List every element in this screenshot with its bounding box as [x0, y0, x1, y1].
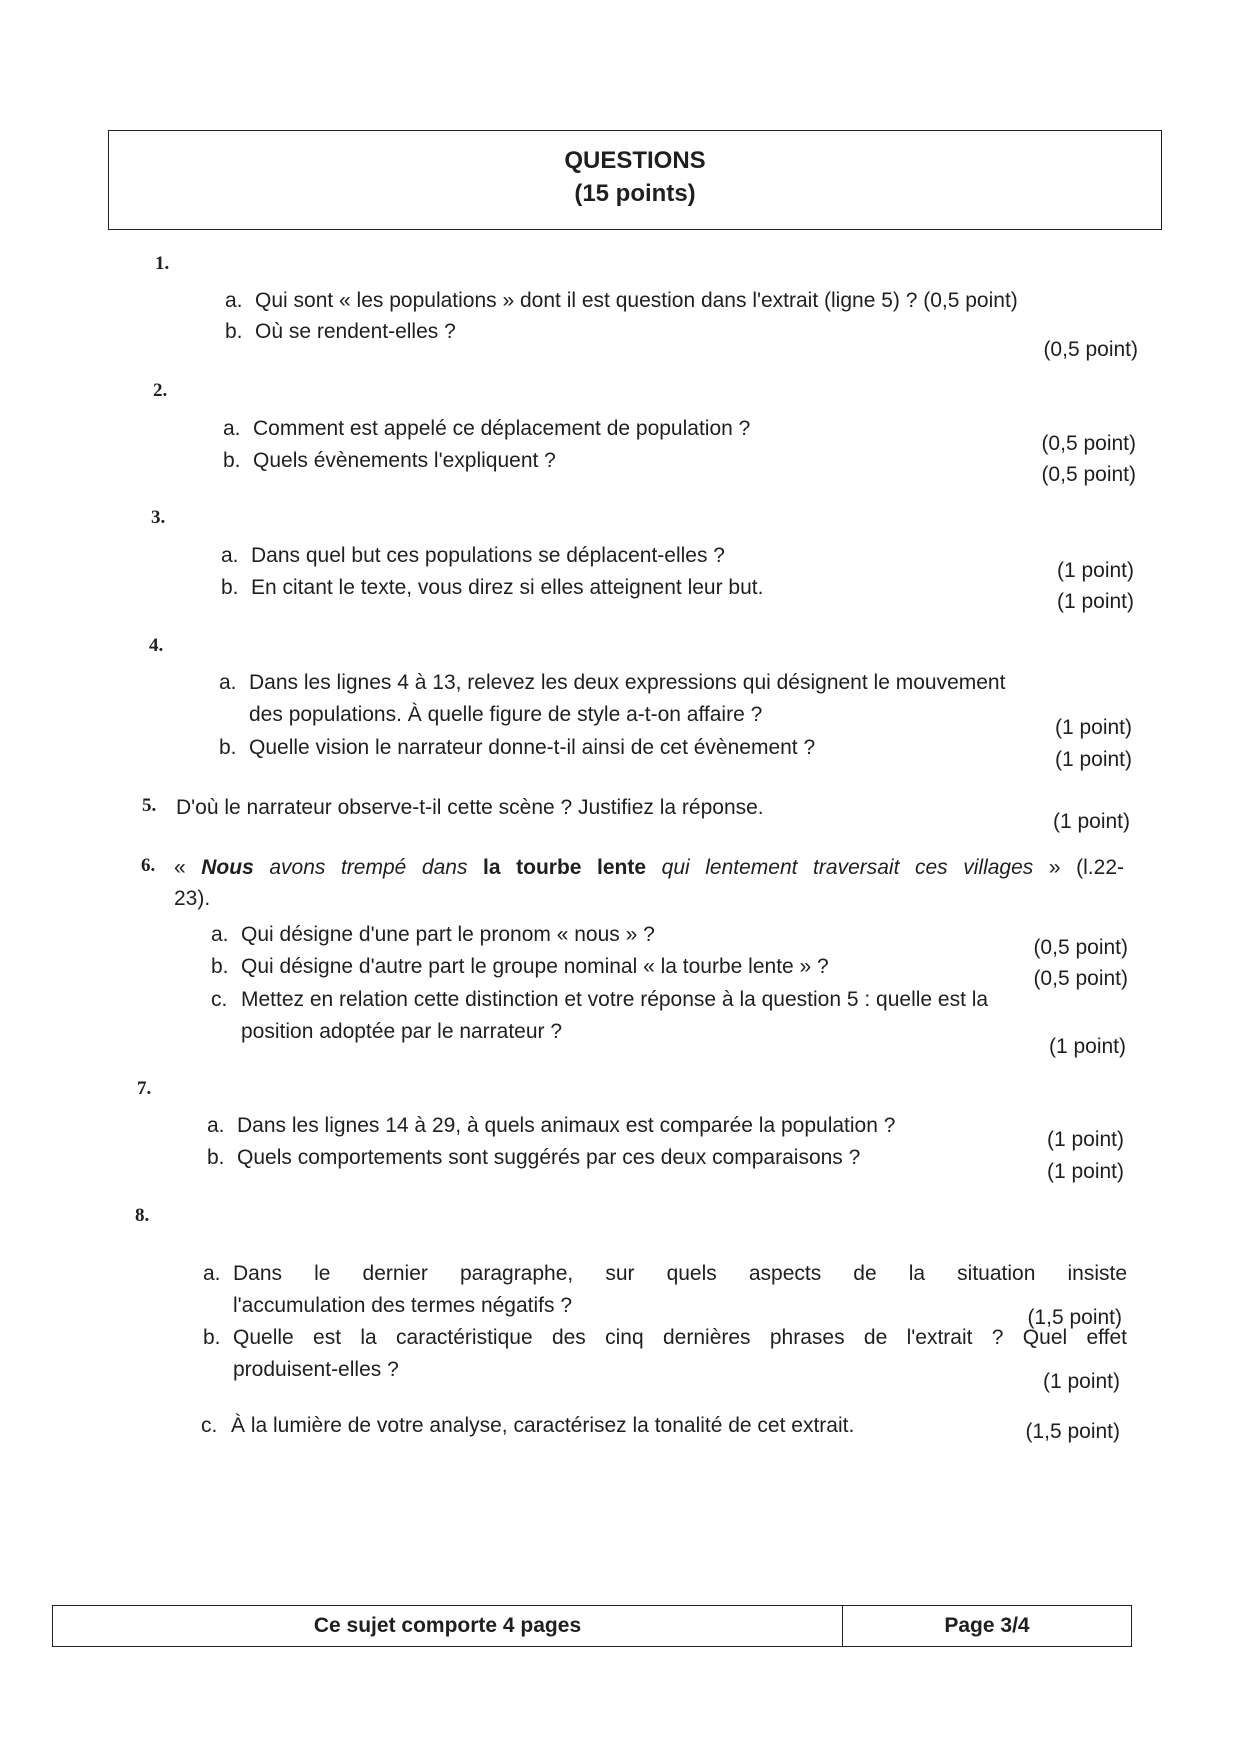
- quote-text: avons trempé dans: [253, 856, 484, 879]
- question-item: [225, 320, 456, 344]
- item-text: Dans le dernier paragraphe, sur quels aspects de la situation insiste: [233, 1262, 1127, 1285]
- question-item: [207, 1114, 895, 1138]
- item-letter: b.: [207, 1146, 225, 1169]
- item-points: (1 point): [1056, 559, 1134, 582]
- item-points: (1 point): [1054, 748, 1132, 771]
- item-text: Quelle est la caractéristique des cinq dernières phrases de l'extrait ? Quel effet: [233, 1326, 1127, 1349]
- question-quote: [174, 856, 1124, 880]
- item-points: (1 point): [1046, 1128, 1124, 1151]
- question-item: [223, 449, 556, 473]
- question-item: [211, 955, 829, 979]
- item-points: (1 point): [1054, 716, 1132, 739]
- item-text: En citant le texte, vous direz si elles atteignent leur but.: [251, 576, 764, 599]
- question-item: [225, 289, 1018, 313]
- question-number: 8.: [135, 1205, 150, 1226]
- question-number: 5.: [142, 795, 157, 816]
- item-letter: b.: [225, 320, 243, 343]
- item-text: Quels évènements l'expliquent ?: [253, 449, 556, 472]
- item-text: À la lumière de votre analyse, caractérisez la tonalité de cet extrait.: [231, 1414, 855, 1437]
- item-points: (0,5 point): [1033, 967, 1128, 990]
- question-item: [219, 671, 1005, 695]
- question-number: 7.: [137, 1078, 152, 1099]
- item-letter: c.: [211, 988, 228, 1011]
- item-points: (1 point): [1048, 1035, 1126, 1058]
- item-text-continuation: des populations. À quelle figure de style a-t-on affaire ?: [249, 703, 763, 726]
- item-text: Quelle vision le narrateur donne-t-il ainsi de cet évènement ?: [249, 736, 816, 759]
- item-text: Qui sont « les populations » dont il est question dans l'extrait (ligne 5) ? (0,5 point): [255, 289, 1018, 312]
- item-points: (1,5 point): [1025, 1420, 1120, 1443]
- item-points: (0,5 point): [1041, 463, 1136, 486]
- item-text: Qui désigne d'autre part le groupe nominal « la tourbe lente » ?: [241, 955, 829, 978]
- item-text: Dans les lignes 14 à 29, à quels animaux est comparée la population ?: [237, 1114, 896, 1137]
- item-text: Qui désigne d'une part le pronom « nous » ?: [241, 923, 655, 946]
- header-title: QUESTIONS: [564, 147, 706, 174]
- item-text: Où se rendent-elles ?: [255, 320, 456, 343]
- item-points: (0,5 point): [1041, 432, 1136, 455]
- item-letter: c.: [201, 1414, 218, 1437]
- question-item: [211, 923, 655, 947]
- question-item: [207, 1146, 860, 1170]
- quote-open: «: [174, 856, 202, 879]
- question-item: [203, 1326, 1127, 1350]
- item-letter: b.: [219, 736, 237, 759]
- item-points: (1 point): [1042, 1370, 1120, 1393]
- question-item: [219, 736, 815, 760]
- item-letter: a.: [207, 1114, 225, 1137]
- header-subtitle: (15 points): [574, 180, 696, 207]
- footer-box: [52, 1605, 1132, 1647]
- question-item: [203, 1262, 1127, 1286]
- item-letter: a.: [203, 1262, 221, 1285]
- question-item: [223, 417, 750, 441]
- item-points: (1,5 point): [1027, 1306, 1122, 1329]
- item-letter: b.: [223, 449, 241, 472]
- question-number: 6.: [141, 855, 156, 876]
- item-text-continuation: produisent-elles ?: [233, 1358, 399, 1381]
- item-letter: a.: [225, 289, 243, 312]
- item-text: Comment est appelé ce déplacement de population ?: [253, 417, 751, 440]
- question-item: [211, 988, 988, 1012]
- item-letter: a.: [223, 417, 241, 440]
- question-number: 4.: [149, 635, 164, 656]
- question-number: 2.: [153, 380, 168, 401]
- item-text: Quels comportements sont suggérés par ces deux comparaisons ?: [237, 1146, 861, 1169]
- questions-header-box: [108, 130, 1162, 230]
- quote-close: » (l.22-: [1033, 856, 1124, 879]
- footer-page-number: Page 3/4: [944, 1614, 1030, 1637]
- item-points: (0,5 point): [1043, 338, 1138, 361]
- quote-emphasis-nous: Nous: [201, 856, 254, 879]
- quote-continuation: 23).: [174, 887, 211, 910]
- item-text: Dans les lignes 4 à 13, relevez les deux expressions qui désignent le mouvement: [249, 671, 1006, 694]
- quote-emphasis-tourbe: la tourbe lente: [483, 856, 647, 879]
- question-number: 3.: [151, 507, 166, 528]
- item-text-continuation: l'accumulation des termes négatifs ?: [233, 1294, 573, 1317]
- item-letter: a.: [221, 544, 239, 567]
- quote-text: qui lentement traversait ces villages: [646, 856, 1034, 879]
- question-item: [221, 576, 763, 600]
- item-letter: b.: [203, 1326, 221, 1349]
- item-points: (1 point): [1052, 810, 1130, 833]
- question-text: D'où le narrateur observe-t-il cette scène ? Justifiez la réponse.: [176, 796, 764, 819]
- item-points: (1 point): [1056, 590, 1134, 613]
- question-item: [201, 1414, 854, 1438]
- item-letter: b.: [221, 576, 239, 599]
- item-text: Dans quel but ces populations se déplacent-elles ?: [251, 544, 725, 567]
- item-text: Mettez en relation cette distinction et votre réponse à la question 5 : quelle est la: [241, 988, 989, 1011]
- footer-page-count: Ce sujet comporte 4 pages: [53, 1606, 843, 1646]
- item-letter: a.: [219, 671, 237, 694]
- item-letter: b.: [211, 955, 229, 978]
- item-points: (0,5 point): [1033, 936, 1128, 959]
- item-text-continuation: position adoptée par le narrateur ?: [241, 1020, 563, 1043]
- question-item: [221, 544, 725, 568]
- item-letter: a.: [211, 923, 229, 946]
- item-points: (1 point): [1046, 1160, 1124, 1183]
- question-number: 1.: [155, 253, 170, 274]
